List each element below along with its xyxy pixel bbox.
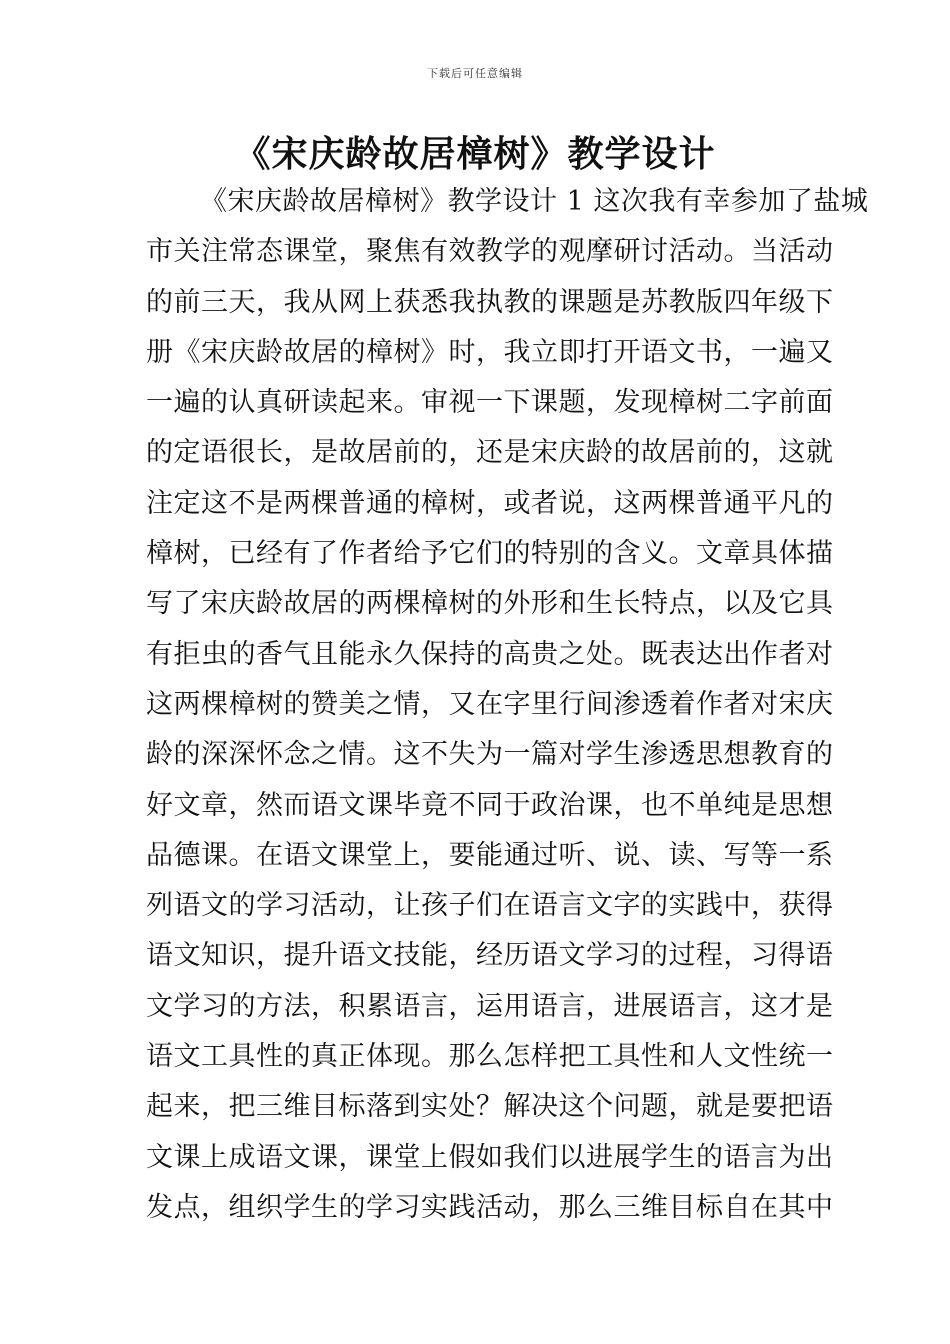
text-line: 《宋庆龄故居樟树》教学设计 1 这次我有幸参加了盐城 bbox=[200, 186, 869, 217]
text-line: 列语文的学习活动，让孩子们在语言文字的实践中，获得 bbox=[146, 890, 834, 922]
text-line: 有拒虫的香气且能永久保持的高贵之处。既表达出作者对 bbox=[146, 638, 834, 670]
text-line: 品德课。在语文课堂上，要能通过听、说、读、写等一系 bbox=[146, 839, 834, 871]
text-line: 文课上成语文课，课堂上假如我们以进展学生的语言为出 bbox=[146, 1141, 834, 1173]
text-line: 写了宋庆龄故居的两棵樟树的外形和生长特点，以及它具 bbox=[146, 588, 834, 620]
text-line: 文学习的方法，积累语言，运用语言，进展语言，这才是 bbox=[146, 990, 834, 1022]
header-note: 下载后可任意编辑 bbox=[427, 67, 523, 80]
text-line: 这两棵樟树的赞美之情，又在字里行间渗透着作者对宋庆 bbox=[146, 688, 834, 720]
text-line: 语文工具性的真正体现。那么怎样把工具性和人文性统一 bbox=[146, 1041, 834, 1073]
text-line: 市关注常态课堂，聚焦有效教学的观摩研讨活动。当活动 bbox=[146, 236, 834, 268]
text-line: 一遍的认真研读起来。审视一下课题，发现樟树二字前面 bbox=[146, 387, 834, 419]
text-line: 的前三天，我从网上获悉我执教的课题是苏教版四年级下 bbox=[146, 286, 834, 318]
text-line: 的定语很长，是故居前的，还是宋庆龄的故居前的，这就 bbox=[146, 437, 834, 469]
text-line: 樟树，已经有了作者给予它们的特别的含义。文章具体描 bbox=[146, 538, 834, 570]
text-line: 发点，组织学生的学习实践活动，那么三维目标自在其中 bbox=[146, 1191, 834, 1223]
text-line: 册《宋庆龄故居的樟树》时，我立即打开语文书，一遍又 bbox=[146, 336, 834, 368]
text-line: 龄的深深怀念之情。这不失为一篇对学生渗透思想教育的 bbox=[146, 739, 834, 771]
text-line: 语文知识，提升语文技能，经历语文学习的过程，习得语 bbox=[146, 940, 834, 972]
text-line: 起来，把三维目标落到实处？解决这个问题，就是要把语 bbox=[146, 1091, 834, 1123]
text-line: 好文章，然而语文课毕竟不同于政治课，也不单纯是思想 bbox=[146, 789, 834, 821]
document-title: 《宋庆龄故居樟树》教学设计 bbox=[234, 134, 716, 175]
body-paragraph bbox=[146, 177, 869, 1233]
text-line: 注定这不是两棵普通的樟树，或者说，这两棵普通平凡的 bbox=[146, 487, 834, 519]
